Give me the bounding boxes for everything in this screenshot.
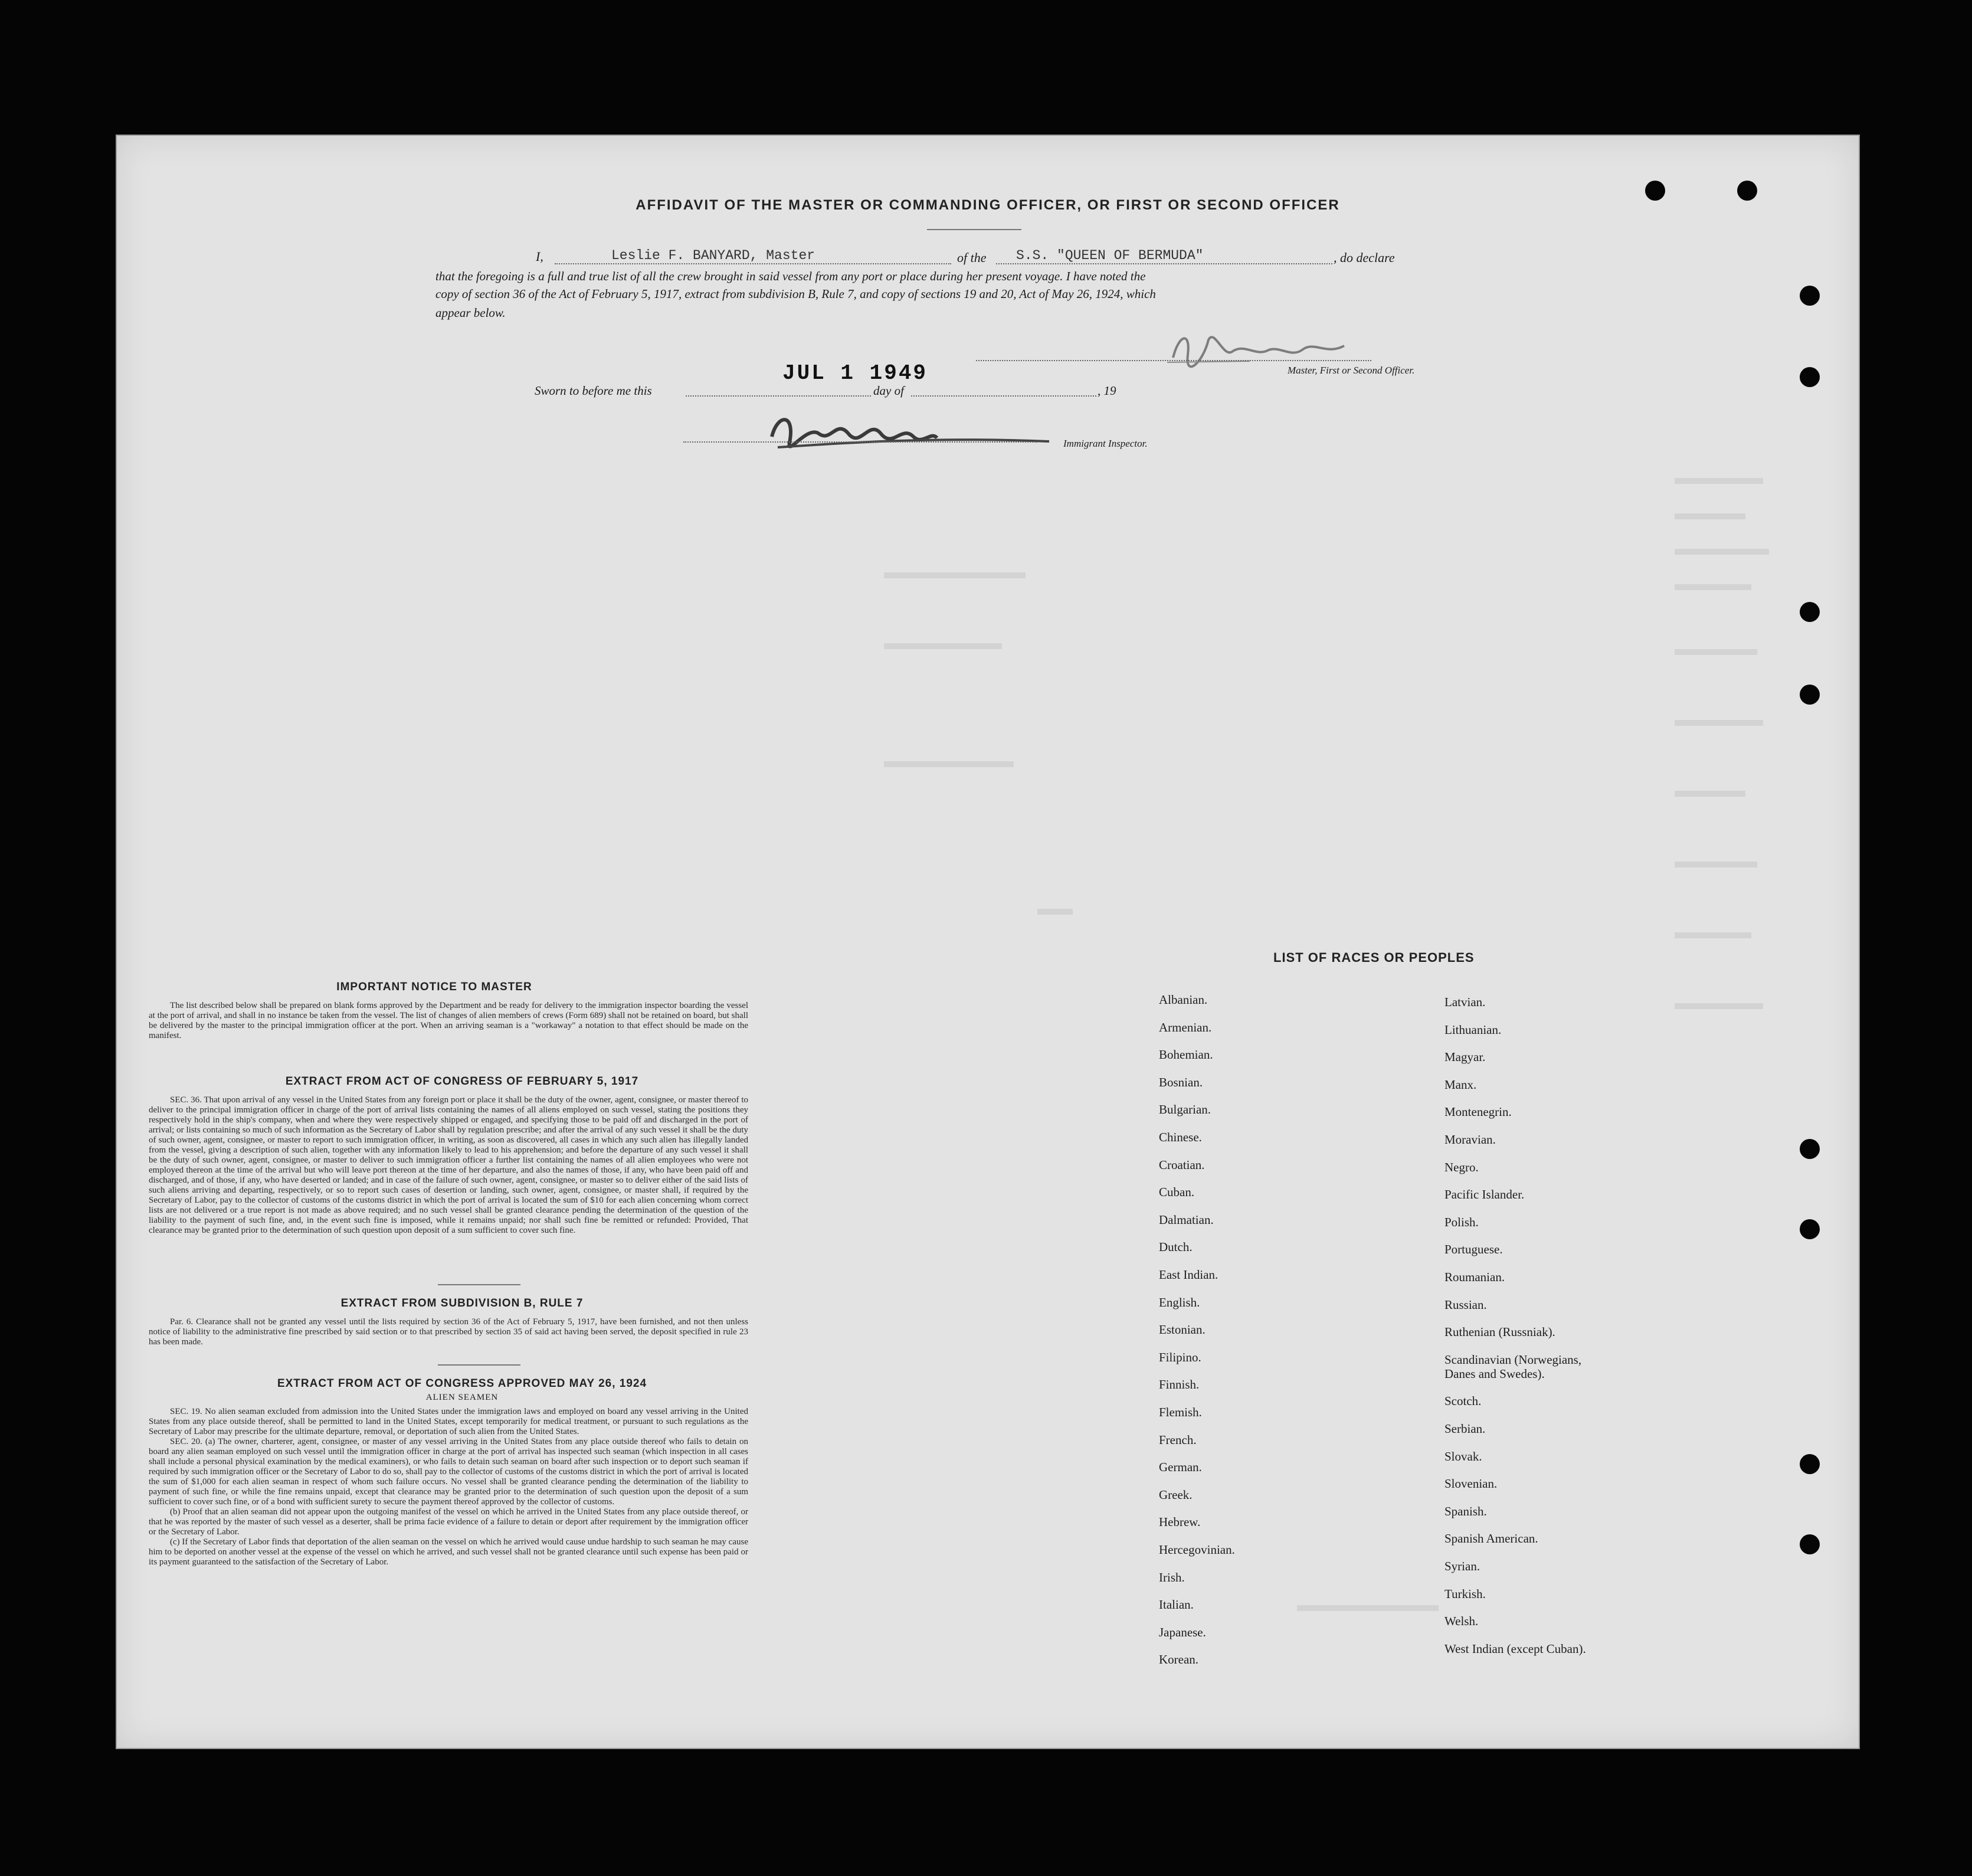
race-entry: Irish. bbox=[1159, 1570, 1185, 1584]
vessel-name-typed: S.S. "QUEEN OF BERMUDA" bbox=[1016, 248, 1204, 263]
race-entry: Hebrew. bbox=[1159, 1515, 1201, 1530]
race-entry: Ruthenian (Russniak). bbox=[1444, 1325, 1555, 1340]
sec20a-paragraph: SEC. 20. (a) The owner, charterer, agent, consignee, or master of any vessel arriving in the United States from any place outside thereof who fails to detain on board any alien seaman employed on such vessel until the immigration officer in charge at the port of arrival has inspected such seaman (which inspection in all cases shall include a personal physical examination by the medical examiners), or who fails to detain such seaman on board after such inspection or to deport such seaman if required by such immigration officer or the Secretary of Labor to do so, shall pay to the collector of customs of the customs district in which the port of arrival is located the sum of $1,000 for each alien seaman in respect of whom such failure occurs. No vessel shall be granted clearance pending the determination of the liability to payment of such fine, or while the fine remains unpaid, except that clearance may be granted prior to the determination of such question upon the deposit of a sum sufficient to cover such fine, or of a bond with sufficient surety to secure the payment thereof approved by the collector of customs. bbox=[149, 1437, 748, 1507]
race-entry: Flemish. bbox=[1159, 1405, 1202, 1419]
punch-hole bbox=[1800, 1139, 1820, 1159]
race-entry: Scandinavian (Norwegians, Danes and Swedes). bbox=[1444, 1352, 1582, 1381]
race-entry: English. bbox=[1159, 1295, 1200, 1309]
race-entry: Serbian. bbox=[1444, 1422, 1486, 1436]
race-entry: Filipino. bbox=[1159, 1350, 1201, 1364]
rule7-title: EXTRACT FROM SUBDIVISION B, RULE 7 bbox=[340, 1297, 584, 1309]
sec19-paragraph: SEC. 19. No alien seaman excluded from admission into the United States under the immigration laws and employed on board any vessel arriving in the United States from any place outside thereof, shall be permitted to land in the United States, except temporarily for medical treatment, or pursuant to such regulations as the Secretary of Labor may prescribe for the ultimate departure, removal, or deportation of such alien from the United States. bbox=[149, 1407, 748, 1436]
race-entry: Armenian. bbox=[1159, 1020, 1212, 1034]
declaration-line4: appear below. bbox=[435, 306, 506, 320]
punch-hole bbox=[1800, 1534, 1820, 1554]
race-entry: Welsh. bbox=[1444, 1614, 1479, 1629]
race-entry: West Indian (except Cuban). bbox=[1444, 1641, 1586, 1656]
race-entry: Moravian. bbox=[1444, 1132, 1496, 1147]
master-signature bbox=[1167, 328, 1356, 369]
race-entry: Estonian. bbox=[1159, 1322, 1206, 1337]
race-entry: Bohemian. bbox=[1159, 1047, 1213, 1062]
race-entry: Magyar. bbox=[1444, 1050, 1486, 1065]
date-stamp: JUL 1 1949 bbox=[782, 361, 928, 385]
race-entry: Dutch. bbox=[1159, 1240, 1193, 1255]
notice-paragraph: The list described below shall be prepared on blank forms approved by the Department and be ready for delivery to the immigration inspector boarding the vessel at the port of arrival, and shall in no instance be taken from the vessel. The list of changes of alien members of crews (Form 689) shall not be retained on board, but shall be delivered by the master to the principal immigration officer at the port. When an arriving seaman is a "workaway" a notation to that effect should be made on the manifest. bbox=[149, 1001, 748, 1040]
affidavit-title: AFFIDAVIT OF THE MASTER OR COMMANDING OFFICER, OR FIRST OR SECOND OFFICER bbox=[636, 197, 1340, 213]
sec20b-paragraph: (b) Proof that an alien seaman did not appear upon the outgoing manifest of the vessel on which he arrived in the United States from any place outside thereof, or that he was reported by the master of such vessel as a deserter, shall be prima facie evidence of a failure to detain or deport after requirement by the immigration officer or the Secretary of Labor. bbox=[149, 1507, 748, 1537]
declaration-pre: I, bbox=[536, 249, 543, 264]
race-entry: Greek. bbox=[1159, 1487, 1193, 1502]
races-title: LIST OF RACES OR PEOPLES bbox=[1273, 950, 1475, 965]
race-entry: Scotch. bbox=[1444, 1394, 1482, 1409]
sec36-paragraph: SEC. 36. That upon arrival of any vessel in the United States from any foreign port or place it shall be the duty of the owner, agent, consignee, or master thereof to deliver to the principal immigration officer in charge of the port of arrival lists containing the names of all aliens employed on such vessel, stating the positions they respectively hold in the ship's company, when and where they were respectively shipped or engaged, and specifying those to be paid off and discharged in the port of arrival; or lists containing so much of such information as the Secretary of Labor shall by regulation prescribe; and after the arrival of any such vessel it shall be the duty of such owner, agent, consignee, or master to report to such immigration officer, in writing, as soon as discovered, all cases in which any such alien has illegally landed from the vessel, giving a description of such alien, together with any information likely to lead to his apprehension; and before the departure of any such vessel it shall be the duty of such owner, agent, consignee, or master to deliver to such immigration officer a further list containing the names of all alien employees who were not employed thereon at the time of the arrival but who will leave port thereon at the time of her departure, and also the names of those, if any, who have been paid off and discharged, and of those, if any, who have deserted or landed; and in case of the failure of such owner, agent, consignee, or master so to deliver either of the said lists of such aliens arriving and departing, respectively, or so to report such cases of desertion or landing, such owner, agent, consignee, or master shall, if required by the Secretary of Labor, pay to the collector of customs of the customs district in which the port of arrival is located the sum of $10 for each alien concerning whom correct lists are not delivered or a true report is not made as above required; and no such vessel shall be granted clearance pending the determination of the question of the liability to the payment of such fine, and, in the event such fine is imposed, while it remains unpaid; nor shall such fine be remitted or refunded: Provided, That clearance may be granted prior to the determination of such question upon deposit of a sum sufficient to cover such fine. bbox=[149, 1095, 748, 1235]
extract-1924-subtitle: ALIEN SEAMEN bbox=[425, 1393, 499, 1402]
race-entry: Latvian. bbox=[1444, 995, 1486, 1009]
race-entry: Albanian. bbox=[1159, 993, 1208, 1007]
rule7-paragraph: Par. 6. Clearance shall not be granted any vessel until the lists required by section 36 of the Act of February 5, 1917, have been furnished, and not then unless notice of liability to the administrative fine prescribed by said section or to that prescribed by section 35 of said act having been served, the deposit specified in rule 23 has been made. bbox=[149, 1317, 748, 1347]
race-entry: East Indian. bbox=[1159, 1268, 1218, 1282]
punch-hole bbox=[1800, 1219, 1820, 1239]
race-entry: French. bbox=[1159, 1432, 1197, 1447]
extract-1917-title: EXTRACT FROM ACT OF CONGRESS OF FEBRUARY 5, 1917 bbox=[285, 1075, 639, 1088]
race-entry: Turkish. bbox=[1444, 1586, 1486, 1601]
sworn-prefix: Sworn to before me this bbox=[535, 384, 652, 398]
inspector-label: Immigrant Inspector. bbox=[1063, 438, 1148, 449]
extract-1924-title: EXTRACT FROM ACT OF CONGRESS APPROVED MAY 26, 1924 bbox=[277, 1377, 647, 1390]
race-entry: Syrian. bbox=[1444, 1559, 1480, 1573]
race-entry: Roumanian. bbox=[1444, 1270, 1505, 1284]
race-entry: Dalmatian. bbox=[1159, 1212, 1214, 1227]
extract-1924-body bbox=[149, 1407, 748, 1567]
race-entry: Portuguese. bbox=[1444, 1242, 1503, 1257]
race-entry: Spanish. bbox=[1444, 1504, 1487, 1518]
race-entry: Korean. bbox=[1159, 1652, 1199, 1667]
race-entry: Chinese. bbox=[1159, 1130, 1202, 1144]
race-entry: Montenegrin. bbox=[1444, 1105, 1512, 1119]
declaration-line2: that the foregoing is a full and true list of all the crew brought in said vessel from any port or place during her present voyage. I have noted the bbox=[435, 269, 1146, 283]
race-entry: Lithuanian. bbox=[1444, 1022, 1502, 1037]
notice-title: IMPORTANT NOTICE TO MASTER bbox=[336, 981, 532, 993]
punch-hole bbox=[1800, 286, 1820, 306]
master-name-typed: Leslie F. BANYARD, Master bbox=[611, 248, 815, 263]
race-entry: German. bbox=[1159, 1460, 1202, 1475]
race-entry: Bosnian. bbox=[1159, 1075, 1203, 1089]
race-entry: Hercegovinian. bbox=[1159, 1543, 1235, 1557]
race-entry: Slovak. bbox=[1444, 1449, 1482, 1464]
race-entry: Negro. bbox=[1444, 1160, 1479, 1174]
rule7-body bbox=[149, 1317, 748, 1347]
race-entry: Croatian. bbox=[1159, 1157, 1205, 1172]
punch-hole bbox=[1800, 367, 1820, 387]
sworn-day-of: day of bbox=[873, 384, 904, 398]
race-entry: Spanish American. bbox=[1444, 1531, 1538, 1546]
race-entry: Finnish. bbox=[1159, 1377, 1200, 1392]
race-entry: Cuban. bbox=[1159, 1185, 1195, 1200]
race-entry: Russian. bbox=[1444, 1297, 1487, 1312]
affidavit-page bbox=[116, 135, 1860, 1749]
notice-body bbox=[149, 1001, 748, 1041]
extract-1917-body bbox=[149, 1095, 748, 1236]
inspector-signature bbox=[760, 401, 1055, 472]
race-entry: Bulgarian. bbox=[1159, 1102, 1211, 1117]
race-entry: Slovenian. bbox=[1444, 1476, 1498, 1491]
race-entry: Pacific Islander. bbox=[1444, 1187, 1525, 1202]
race-entry: Italian. bbox=[1159, 1597, 1194, 1612]
declaration-do-declare: , do declare bbox=[1334, 250, 1395, 265]
punch-hole bbox=[1800, 685, 1820, 705]
declaration-of-the: of the bbox=[957, 250, 987, 265]
punch-hole bbox=[1800, 1454, 1820, 1474]
master-officer-label: Master, First or Second Officer. bbox=[1288, 365, 1415, 376]
race-entry: Manx. bbox=[1444, 1077, 1477, 1092]
sworn-year: , 19 bbox=[1098, 384, 1116, 398]
race-entry: Polish. bbox=[1444, 1214, 1479, 1229]
declaration-line3: copy of section 36 of the Act of February 5, 1917, extract from subdivision B, Rule 7, and copy of sections 19 and 20, Act of May 26, 1924, which bbox=[435, 287, 1156, 301]
punch-hole bbox=[1800, 602, 1820, 622]
race-entry: Japanese. bbox=[1159, 1625, 1206, 1639]
sec20c-paragraph: (c) If the Secretary of Labor finds that deportation of the alien seaman on the vessel on which he arrived would cause undue hardship to such seaman he may cause him to be deported on another vessel at the expense of the vessel on which he arrived, and such vessel shall not be granted clearance until such expense has been paid or its payment guaranteed to the satisfaction of the Secretary of Labor. bbox=[149, 1537, 748, 1567]
